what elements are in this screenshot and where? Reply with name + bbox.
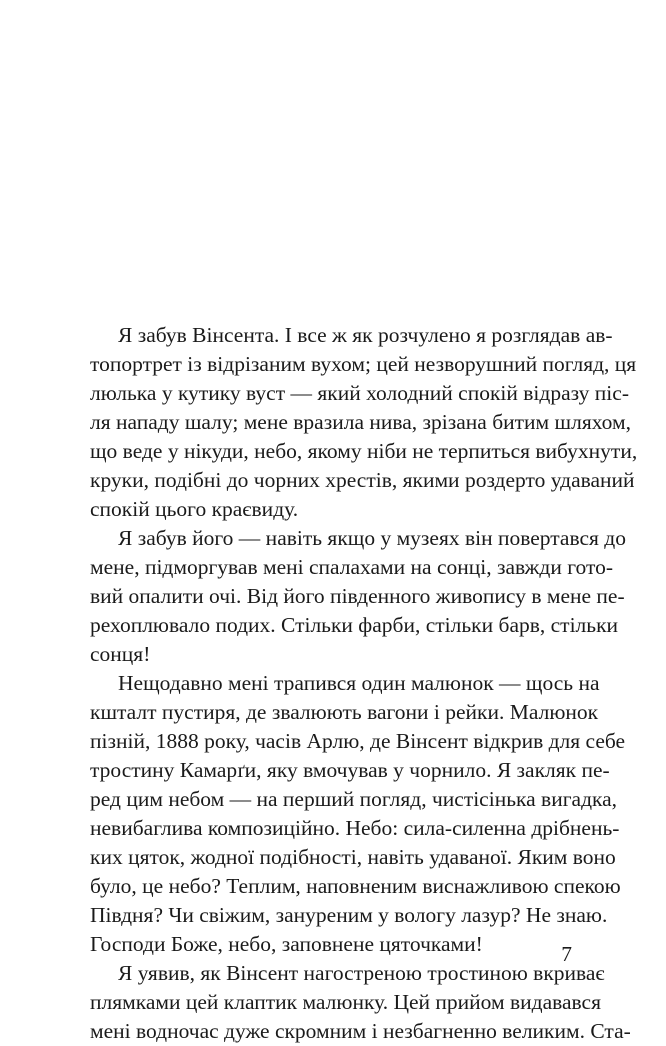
body-text: [90, 321, 638, 1046]
paragraph: [90, 669, 626, 959]
page-number: 7: [561, 942, 572, 966]
text-line: невибаглива композиційно. Небо: сила-силенна дрібнень-: [90, 816, 620, 840]
text-line: Я забув Вінсента. І все ж як розчулено я розглядав ав-: [118, 323, 613, 347]
text-line: люлька у кутику вуст — який холодний спокій відразу піс-: [90, 381, 629, 405]
text-line: сонця!: [90, 642, 151, 666]
text-line: було, це небо? Теплим, наповненим виснажливою спекою: [90, 874, 621, 898]
text-line: Я уявив, як Вінсент нагостреною тростиною вкриває: [118, 961, 605, 985]
text-line: мене, підморгував мені спалахами на сонці, завжди гото-: [90, 555, 613, 579]
text-line: Півдня? Чи свіжим, зануреним у вологу лазур? Не знаю.: [90, 903, 608, 927]
text-line: пізній, 1888 року, часів Арлю, де Вінсент відкрив для себе: [90, 729, 626, 753]
text-line: круки, подібні до чорних хрестів, якими роздерто удаваний: [90, 468, 635, 492]
text-line: рехоплювало подих. Стільки фарби, стільки барв, стільки: [90, 613, 619, 637]
text-line: Господи Боже, небо, заповнене цяточками!: [90, 932, 483, 956]
text-line: тростину Камарґи, яку вмочував у чорнило. Я закляк пе-: [90, 758, 610, 782]
text-line: що веде у нікуди, небо, якому ніби не терпиться вибухнути,: [90, 439, 638, 463]
text-line: ред цим небом — на перший погляд, чистісінька вигадка,: [90, 787, 618, 811]
text-line: Я забув його — навіть якщо у музеях він повертався до: [118, 526, 627, 550]
text-line: ких цяток, жодної подібності, навіть удаваної. Яким воно: [90, 845, 616, 869]
text-line: Нещодавно мені трапився один малюнок — щось на: [118, 671, 600, 695]
text-line: вий опалити очі. Від його південного живопису в мене пе-: [90, 584, 625, 608]
paragraph: [90, 959, 631, 1046]
text-line: спокій цього краєвиду.: [90, 497, 299, 521]
text-line: кшталт пустиря, де звалюють вагони і рейки. Малюнок: [90, 700, 599, 724]
text-line: ля нападу шалу; мене вразила нива, зрізана битим шляхом,: [90, 410, 631, 434]
paragraph: [90, 321, 638, 524]
paragraph: [90, 524, 627, 669]
text-line: топортрет із відрізаним вухом; цей незворушний погляд, ця: [90, 352, 637, 376]
text-line: мені водночас дуже скромним і незбагненно великим. Ста-: [90, 1019, 631, 1043]
text-line: плямками цей клаптик малюнку. Цей прийом видавався: [90, 990, 601, 1014]
